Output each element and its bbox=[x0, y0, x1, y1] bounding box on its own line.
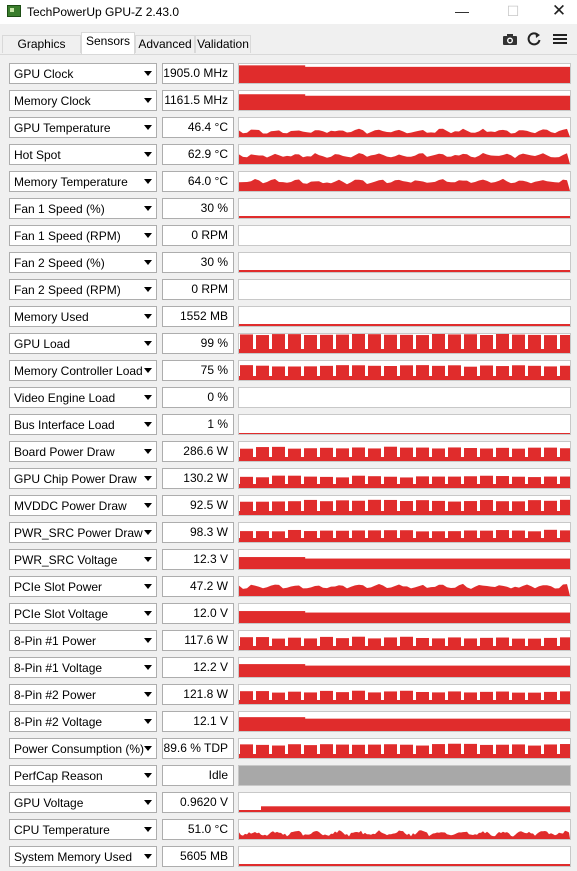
sensor-value: 130.2 W bbox=[162, 468, 234, 489]
sensor-value: 0 RPM bbox=[162, 225, 234, 246]
dropdown-arrow-icon[interactable] bbox=[144, 854, 152, 859]
sensor-name-dropdown[interactable] bbox=[9, 414, 157, 435]
sensor-name-label: Fan 1 Speed (%) bbox=[14, 202, 105, 216]
sensor-graph bbox=[238, 144, 571, 165]
dropdown-arrow-icon[interactable] bbox=[144, 422, 152, 427]
sensor-value: 0.9620 V bbox=[162, 792, 234, 813]
sensor-value: 0 RPM bbox=[162, 279, 234, 300]
sensor-graph bbox=[238, 684, 571, 705]
sensor-name-label: Memory Temperature bbox=[14, 175, 128, 189]
sensor-name-dropdown[interactable] bbox=[9, 792, 157, 813]
sensor-name-dropdown[interactable] bbox=[9, 117, 157, 138]
sensor-graph bbox=[238, 63, 571, 84]
dropdown-arrow-icon[interactable] bbox=[144, 719, 152, 724]
sensor-name-label: Memory Controller Load bbox=[14, 364, 143, 378]
dropdown-arrow-icon[interactable] bbox=[144, 773, 152, 778]
sensor-graph-plot bbox=[239, 847, 570, 866]
sensor-name-dropdown[interactable] bbox=[9, 333, 157, 354]
sensor-graph-plot bbox=[239, 793, 570, 812]
sensor-value: 47.2 W bbox=[162, 576, 234, 597]
sensor-graph-plot bbox=[239, 631, 570, 650]
sensor-graph-plot bbox=[239, 280, 570, 299]
dropdown-arrow-icon[interactable] bbox=[144, 179, 152, 184]
sensor-name-label: 8-Pin #2 Power bbox=[14, 688, 97, 702]
sensor-graph bbox=[238, 360, 571, 381]
maximize-button[interactable]: ☐ bbox=[506, 3, 520, 19]
sensor-name-dropdown[interactable] bbox=[9, 441, 157, 462]
sensor-name-dropdown[interactable] bbox=[9, 279, 157, 300]
gpu-z-app-icon bbox=[7, 5, 21, 17]
sensor-name-label: Fan 2 Speed (RPM) bbox=[14, 283, 121, 297]
sensor-graph-plot bbox=[239, 361, 570, 380]
sensor-value: 46.4 °C bbox=[162, 117, 234, 138]
sensor-graph bbox=[238, 522, 571, 543]
sensor-name-dropdown[interactable] bbox=[9, 603, 157, 624]
sensor-graph bbox=[238, 333, 571, 354]
sensor-graph-plot bbox=[239, 226, 570, 245]
window-title: TechPowerUp GPU-Z 2.43.0 bbox=[27, 5, 180, 19]
sensor-graph-plot bbox=[239, 118, 570, 137]
dropdown-arrow-icon[interactable] bbox=[144, 341, 152, 346]
dropdown-arrow-icon[interactable] bbox=[144, 638, 152, 643]
sensor-graph bbox=[238, 657, 571, 678]
sensor-row-pwr-src-power-draw bbox=[0, 519, 577, 543]
sensor-name-dropdown[interactable] bbox=[9, 387, 157, 408]
sensor-row-fan-1-speed-rpm bbox=[0, 222, 577, 246]
sensor-row-8-pin-1-power bbox=[0, 627, 577, 651]
sensor-row-gpu-clock bbox=[0, 60, 577, 84]
sensor-graph bbox=[238, 468, 571, 489]
sensor-graph bbox=[238, 549, 571, 570]
sensor-name-label: GPU Load bbox=[14, 337, 71, 351]
sensor-name-dropdown[interactable] bbox=[9, 306, 157, 327]
sensor-graph bbox=[238, 846, 571, 867]
sensor-graph-plot bbox=[239, 739, 570, 758]
sensor-row-memory-temperature bbox=[0, 168, 577, 192]
sensor-name-dropdown[interactable] bbox=[9, 360, 157, 381]
sensor-value: 5605 MB bbox=[162, 846, 234, 867]
tab-validation[interactable]: Validation bbox=[195, 35, 251, 53]
sensor-value: 64.0 °C bbox=[162, 171, 234, 192]
sensor-value: 75 % bbox=[162, 360, 234, 381]
sensor-row-memory-used bbox=[0, 303, 577, 327]
sensor-name-dropdown[interactable] bbox=[9, 198, 157, 219]
sensor-graph-plot bbox=[239, 712, 570, 731]
sensor-value: 1552 MB bbox=[162, 306, 234, 327]
sensor-name-dropdown[interactable] bbox=[9, 738, 157, 759]
sensor-graph-plot bbox=[239, 253, 570, 272]
sensor-name-dropdown[interactable] bbox=[9, 90, 157, 111]
sensor-name-dropdown[interactable] bbox=[9, 630, 157, 651]
sensor-name-label: GPU Temperature bbox=[14, 121, 111, 135]
sensor-name-dropdown[interactable] bbox=[9, 549, 157, 570]
sensor-name-label: Power Consumption (%) bbox=[14, 742, 145, 756]
sensor-graph-plot bbox=[239, 820, 570, 839]
sensor-value: 12.0 V bbox=[162, 603, 234, 624]
sensor-graph-plot bbox=[239, 523, 570, 542]
sensor-graph-plot bbox=[239, 766, 570, 785]
dropdown-arrow-icon[interactable] bbox=[144, 260, 152, 265]
sensor-name-label: Hot Spot bbox=[14, 148, 61, 162]
sensor-graph-plot bbox=[239, 64, 570, 83]
dropdown-arrow-icon[interactable] bbox=[144, 287, 152, 292]
dropdown-arrow-icon[interactable] bbox=[144, 476, 152, 481]
sensor-graph bbox=[238, 792, 571, 813]
sensor-name-dropdown[interactable] bbox=[9, 171, 157, 192]
sensor-name-label: PCIe Slot Power bbox=[14, 580, 103, 594]
sensor-row-fan-1-speed bbox=[0, 195, 577, 219]
sensor-value: 99 % bbox=[162, 333, 234, 354]
sensor-graph-plot bbox=[239, 145, 570, 164]
sensor-row-gpu-voltage bbox=[0, 789, 577, 813]
sensor-name-dropdown[interactable] bbox=[9, 765, 157, 786]
dropdown-arrow-icon[interactable] bbox=[144, 692, 152, 697]
sensor-value: 121.8 W bbox=[162, 684, 234, 705]
dropdown-arrow-icon[interactable] bbox=[144, 800, 152, 805]
sensor-row-gpu-temperature bbox=[0, 114, 577, 138]
sensor-panel bbox=[0, 54, 577, 871]
sensor-row-mvddc-power-draw bbox=[0, 492, 577, 516]
sensor-name-dropdown[interactable] bbox=[9, 225, 157, 246]
sensor-name-dropdown[interactable] bbox=[9, 684, 157, 705]
dropdown-arrow-icon[interactable] bbox=[144, 71, 152, 76]
dropdown-arrow-icon[interactable] bbox=[144, 368, 152, 373]
sensor-name-dropdown[interactable] bbox=[9, 144, 157, 165]
sensor-graph bbox=[238, 576, 571, 597]
sensor-graph-plot bbox=[239, 550, 570, 569]
sensor-graph bbox=[238, 198, 571, 219]
sensor-graph bbox=[238, 819, 571, 840]
sensor-name-label: PWR_SRC Voltage bbox=[14, 553, 118, 567]
sensor-value: 12.3 V bbox=[162, 549, 234, 570]
sensor-name-dropdown[interactable] bbox=[9, 846, 157, 867]
sensor-row-power-consumption bbox=[0, 735, 577, 759]
sensor-row-memory-controller-load bbox=[0, 357, 577, 381]
sensor-name-label: GPU Voltage bbox=[14, 796, 84, 810]
camera-icon[interactable] bbox=[501, 31, 519, 47]
dropdown-arrow-icon[interactable] bbox=[144, 233, 152, 238]
sensor-row-gpu-chip-power-draw bbox=[0, 465, 577, 489]
sensor-row-8-pin-1-voltage bbox=[0, 654, 577, 678]
dropdown-arrow-icon[interactable] bbox=[144, 206, 152, 211]
sensor-graph bbox=[238, 225, 571, 246]
sensor-graph bbox=[238, 630, 571, 651]
sensor-row-memory-clock bbox=[0, 87, 577, 111]
sensor-name-label: Board Power Draw bbox=[14, 445, 115, 459]
sensor-name-label: Memory Clock bbox=[14, 94, 91, 108]
dropdown-arrow-icon[interactable] bbox=[144, 152, 152, 157]
sensor-value: 62.9 °C bbox=[162, 144, 234, 165]
sensor-value: 1905.0 MHz bbox=[162, 63, 234, 84]
dropdown-arrow-icon[interactable] bbox=[144, 98, 152, 103]
sensor-name-label: PCIe Slot Voltage bbox=[14, 607, 109, 621]
sensor-graph-plot bbox=[239, 91, 570, 110]
sensor-value: 1 % bbox=[162, 414, 234, 435]
sensor-name-label: CPU Temperature bbox=[14, 823, 110, 837]
sensor-graph-plot bbox=[239, 307, 570, 326]
sensor-row-bus-interface-load bbox=[0, 411, 577, 435]
sensor-name-dropdown[interactable] bbox=[9, 522, 157, 543]
sensor-graph bbox=[238, 387, 571, 408]
sensor-name-label: System Memory Used bbox=[14, 850, 133, 864]
sensor-name-label: Memory Used bbox=[14, 310, 89, 324]
sensor-name-label: 8-Pin #1 Power bbox=[14, 634, 97, 648]
sensor-name-dropdown[interactable] bbox=[9, 819, 157, 840]
sensor-name-label: MVDDC Power Draw bbox=[14, 499, 127, 513]
sensor-graph bbox=[238, 414, 571, 435]
sensor-name-label: 8-Pin #2 Voltage bbox=[14, 715, 103, 729]
sensor-row-pwr-src-voltage bbox=[0, 546, 577, 570]
sensor-value: 51.0 °C bbox=[162, 819, 234, 840]
dropdown-arrow-icon[interactable] bbox=[144, 125, 152, 130]
sensor-row-pcie-slot-voltage bbox=[0, 600, 577, 624]
sensor-graph-plot bbox=[239, 442, 570, 461]
sensor-name-dropdown[interactable] bbox=[9, 63, 157, 84]
sensor-value: 92.5 W bbox=[162, 495, 234, 516]
menu-icon[interactable] bbox=[551, 31, 569, 47]
sensor-graph bbox=[238, 252, 571, 273]
title-bar bbox=[0, 0, 577, 24]
sensor-graph bbox=[238, 441, 571, 462]
sensor-graph-plot bbox=[239, 604, 570, 623]
sensor-value: Idle bbox=[162, 765, 234, 786]
sensor-value: 1161.5 MHz bbox=[162, 90, 234, 111]
sensor-name-label: GPU Chip Power Draw bbox=[14, 472, 137, 486]
dropdown-arrow-icon[interactable] bbox=[144, 314, 152, 319]
sensor-name-label: PWR_SRC Power Draw bbox=[14, 526, 143, 540]
tab-sensors[interactable]: Sensors bbox=[81, 32, 135, 54]
close-button[interactable]: ✕ bbox=[551, 1, 567, 20]
sensor-name-dropdown[interactable] bbox=[9, 252, 157, 273]
sensor-value: 30 % bbox=[162, 252, 234, 273]
tab-bar bbox=[0, 24, 577, 54]
dropdown-arrow-icon[interactable] bbox=[144, 827, 152, 832]
dropdown-arrow-icon[interactable] bbox=[144, 611, 152, 616]
sensor-row-pcie-slot-power bbox=[0, 573, 577, 597]
sensor-graph bbox=[238, 738, 571, 759]
sensor-row-gpu-load bbox=[0, 330, 577, 354]
dropdown-arrow-icon[interactable] bbox=[144, 530, 152, 535]
sensor-row-perfcap-reason bbox=[0, 762, 577, 786]
sensor-graph-plot bbox=[239, 415, 570, 434]
sensor-row-8-pin-2-power bbox=[0, 681, 577, 705]
sensor-graph bbox=[238, 90, 571, 111]
sensor-row-fan-2-speed bbox=[0, 249, 577, 273]
refresh-icon[interactable] bbox=[525, 31, 543, 47]
sensor-value: 89.6 % TDP bbox=[162, 738, 234, 759]
sensor-graph-plot bbox=[239, 172, 570, 191]
sensor-graph bbox=[238, 603, 571, 624]
sensor-name-label: Bus Interface Load bbox=[14, 418, 115, 432]
sensor-row-video-engine-load bbox=[0, 384, 577, 408]
sensor-graph bbox=[238, 495, 571, 516]
sensor-graph-plot bbox=[239, 658, 570, 677]
sensor-graph bbox=[238, 279, 571, 300]
sensor-name-dropdown[interactable] bbox=[9, 576, 157, 597]
sensor-value: 117.6 W bbox=[162, 630, 234, 651]
sensor-graph bbox=[238, 117, 571, 138]
sensor-value: 30 % bbox=[162, 198, 234, 219]
sensor-name-label: PerfCap Reason bbox=[14, 769, 103, 783]
sensor-value: 12.2 V bbox=[162, 657, 234, 678]
dropdown-arrow-icon[interactable] bbox=[144, 557, 152, 562]
dropdown-arrow-icon[interactable] bbox=[144, 395, 152, 400]
dropdown-arrow-icon[interactable] bbox=[144, 449, 152, 454]
tab-graphics-card[interactable]: Graphics bbox=[2, 35, 81, 53]
sensor-graph-plot bbox=[239, 577, 570, 596]
sensor-row-hot-spot bbox=[0, 141, 577, 165]
sensor-name-dropdown[interactable] bbox=[9, 468, 157, 489]
sensor-graph-plot bbox=[239, 199, 570, 218]
sensor-row-fan-2-speed-rpm bbox=[0, 276, 577, 300]
tab-advanced[interactable]: Advanced bbox=[135, 35, 195, 53]
sensor-value: 98.3 W bbox=[162, 522, 234, 543]
sensor-name-label: GPU Clock bbox=[14, 67, 74, 81]
dropdown-arrow-icon[interactable] bbox=[144, 503, 152, 508]
sensor-row-8-pin-2-voltage bbox=[0, 708, 577, 732]
sensor-graph bbox=[238, 171, 571, 192]
sensor-value: 12.1 V bbox=[162, 711, 234, 732]
sensor-graph-plot bbox=[239, 685, 570, 704]
dropdown-arrow-icon[interactable] bbox=[144, 665, 152, 670]
dropdown-arrow-icon[interactable] bbox=[144, 584, 152, 589]
sensor-name-label: 8-Pin #1 Voltage bbox=[14, 661, 103, 675]
sensor-name-dropdown[interactable] bbox=[9, 495, 157, 516]
sensor-graph bbox=[238, 306, 571, 327]
sensor-row-board-power-draw bbox=[0, 438, 577, 462]
sensor-graph bbox=[238, 711, 571, 732]
toolbar-icons bbox=[501, 31, 571, 47]
sensor-name-label: Fan 2 Speed (%) bbox=[14, 256, 105, 270]
sensor-graph-plot bbox=[239, 496, 570, 515]
minimize-button[interactable]: — bbox=[455, 3, 469, 19]
sensor-graph-plot bbox=[239, 388, 570, 407]
sensor-value: 0 % bbox=[162, 387, 234, 408]
dropdown-arrow-icon[interactable] bbox=[144, 746, 152, 751]
sensor-graph-plot bbox=[239, 469, 570, 488]
sensor-name-dropdown[interactable] bbox=[9, 657, 157, 678]
sensor-graph-plot bbox=[239, 334, 570, 353]
sensor-graph bbox=[238, 765, 571, 786]
sensor-name-label: Fan 1 Speed (RPM) bbox=[14, 229, 121, 243]
sensor-row-system-memory-used bbox=[0, 843, 577, 867]
sensor-name-label: Video Engine Load bbox=[14, 391, 116, 405]
sensor-row-cpu-temperature bbox=[0, 816, 577, 840]
sensor-name-dropdown[interactable] bbox=[9, 711, 157, 732]
sensor-value: 286.6 W bbox=[162, 441, 234, 462]
